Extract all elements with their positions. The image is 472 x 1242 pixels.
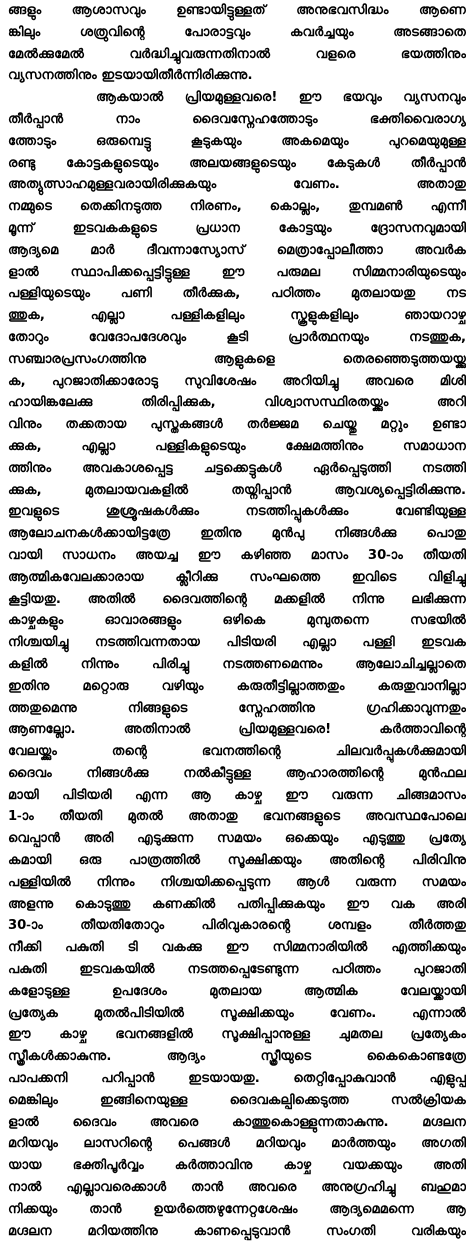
paragraph-1 [8, 0, 466, 87]
text-line: മൂന്ന് ഇടവകകളുടെ പ്രധാന കോട്ടയും ദ്രോസനവുമായി [8, 220, 466, 236]
text-line: മഗ്ദലന മറിയത്തിനു കാണപ്പെടുവാൻ സംഗതി വരികയും [8, 1223, 466, 1239]
text-line: ഇതിനു മറ്റൊരു വഴിയും കരുതീട്ടില്ലാത്തതും കരുതുവാനില്ലാ [8, 678, 466, 694]
text-line: നീക്കി പകുതി ടി വകക്കു ഈ സിമ്മനാരിയിൽ എത്തിക്കയും [8, 940, 466, 956]
text-line: യായ ഭക്തിപൂർവ്വം കർത്താവിനു കാഴ്ച വയക്കയും അതി [8, 1158, 466, 1174]
text-line: ആത്മികവേലക്കാരായ ക്ലീറിക്കു സംഘത്തെ ഇവിടെ വിളിച്ചു [8, 569, 466, 585]
text-line: തീർപ്പാൻ നാം ദൈവസ്നേഹത്തോടും ഭക്തിവൈരാഗ്യ [8, 111, 466, 127]
text-line: ളാൽ ദൈവം അവരെ കാത്തുകൊള്ളുന്നതാകുന്നു. മഗ്ദലന [8, 1114, 466, 1130]
text-line: ത്തതുമെന്നു നിങ്ങളുടെ സ്നേഹത്തിനു ഗ്രഹിക്കാവുന്നതും [8, 700, 466, 716]
text-line: ഹായിങ്കലേക്കു തിരിപ്പിക്കുക, വിശ്വാസസ്ഥിരതയ്ക്കും അറി [8, 395, 466, 411]
text-line: പാപക്കനി പറിപ്പാൻ ഇടയായതു. തെറ്റിപ്പോകുവാൻ എളുപ്പ [8, 1071, 466, 1087]
text-line: ആണല്ലോ. അതിനാൽ പ്രിയമുള്ളവരെ! കർത്താവിന്റെ [8, 722, 466, 738]
text-line: വിനും തക്കതായ പുസ്തകങ്ങൾ തർജ്ജമ ചെയ്തു മറ്റും ഉണ്ടാ [8, 417, 466, 433]
text-line: ക, പുറജാതിക്കാരോടു സുവിശേഷം അറിയിച്ചു അവരെ മിശി [8, 373, 466, 389]
text-line: ഇവളുടെ ശുശ്രൂഷകൾക്കും നടത്തിപ്പുകൾക്കും വേണ്ടിയുള്ള [8, 504, 466, 520]
text-line: 30-ാം തീയതിതോറും പിരിവുകാരന്റെ ശമ്പളം തീർത്തതു [8, 918, 466, 934]
text-line: ത്തോടും ഒരുമ്പെട്ടു കൂടുകയും അകമെയും പുറമെയുമുള്ള [8, 133, 466, 149]
text-line: പള്ളിയിൽ നിന്നും നിശ്ചയിക്കപ്പെടുന്ന ആൾ വരുന്ന സമയം [8, 874, 466, 890]
text-line: ങ്കിലും ശത്രുവിന്റെ പോരാട്ടവും കവർച്ചയും അടങ്ങാതെ [8, 24, 466, 40]
text-line: നിക്കയും താൻ ഉയർത്തെഴുന്നേറ്റശേഷം ആദ്യമെമന്നെ ആ [8, 1201, 466, 1217]
text-line: സഞ്ചാരപ്രസംഗത്തിനു ആളുകളെ തെരഞ്ഞെടുത്തയയ്ക്കു [8, 351, 466, 367]
text-line: ആലോചനകൾക്കായിട്ടത്രേ ഇതിനു മുൻപു നിങ്ങൾക്കു പൊതു [8, 526, 466, 542]
text-line: വായി സാധനം അയച്ച ഈ കഴിഞ്ഞ മാസം 30-ാം തീയതി [8, 547, 466, 563]
text-line: ദൈവം നിങ്ങൾക്കു നൽകീട്ടുള്ള ആഹാരത്തിന്റെ മുൻഫല [8, 765, 466, 781]
text-line: നാൽ എല്ലാവരെക്കാൾ താൻ അവരെ അനുഗ്രഹിച്ചു ബഹുമാ [8, 1180, 466, 1196]
text-line: കളിൽ നിന്നും പിരിച്ചു നടത്തണമെന്നും ആലോചിച്ചല്ലാതെ [8, 656, 466, 672]
text-line: പള്ളിയുടെയും പണി തീർക്കുക, പഠിത്തം മുതലായതു നട [8, 286, 466, 302]
text-line: വ്യസനത്തിനും ഇടയായിതീർന്നിരിക്കുന്നു. [8, 68, 253, 84]
text-line: അളന്നു കൊടുത്തു കണക്കിൽ പതിപ്പിക്കുകയും ഈ വക അരി [8, 896, 466, 912]
text-line: തോറും വേദോപദേശവും കൂടി പ്രാർത്ഥനയും നടത്തുക, [8, 329, 466, 345]
text-line: മറിയവും ലാസറിന്റെ പെങ്ങൾ മറിയവും മാർത്തയും അഗതി [8, 1136, 466, 1152]
text-line: ക്കുക, എല്ലാ പള്ളികളുടെയും ക്ഷേമത്തിനും സമാധാന [8, 438, 466, 454]
text-line: ത്തിനും അവകാശപ്പെട്ട ചട്ടക്കെട്ടുകൾ ഏർപ്പെടുത്തി നടത്തി [8, 460, 466, 476]
text-line: വെപ്പാൻ അരി എടുക്കുന്ന സമയം ഒക്കെയും എടുത്തു പ്രത്യേ [8, 831, 466, 847]
text-line: പകുതി ഇടവകയിൽ നടത്തപ്പെടേണ്ടുന്ന പഠിത്തം പുറജാതി [8, 962, 466, 978]
text-line: പ്രത്യേക മുതൽപിടിയിൽ സൂക്ഷിക്കയും വേണം. എന്നാൽ [8, 1005, 466, 1021]
text-line: നമ്മുടെ തെക്കിനടുത്ത നിരണം, കൊല്ലം, തുമ്പമൺ എന്നീ [8, 199, 466, 215]
text-line: 1-ാം തീയതി മുതൽ അതാതു ഭവനങ്ങളുടെ അവസ്ഥപോലെ [8, 809, 466, 825]
text-line: മെങ്കിലും ഇങ്ങിനെയുള്ള ദൈവകല്പിക്കെടുത്ത സൽക്രിയക [8, 1092, 466, 1108]
text-line: ങ്ങളും ആശാസവും ഉണ്ടായിട്ടുള്ളത് അനുഭവസിദ്ധം ആണെ [8, 3, 466, 18]
text-line: വേലയ്ക്കും തന്റെ ഭവനത്തിന്റെ ചിലവർപ്പുകൾക്കുമായി [8, 744, 466, 760]
text-line: ളാൽ സ്ഥാപിക്കപ്പെട്ടിട്ടുള്ള ഈ പരുമല സിമ്മനാരിയുടെയും [8, 264, 466, 280]
paragraph-2 [8, 87, 466, 1242]
text-line: മായി പിടിയരി എന്ന ആ കാഴ്ച ഈ വരുന്ന ചിങ്ങമാസം [8, 787, 466, 803]
text-line: അത്യുത്സാഹമുള്ളവരായിരിക്കുകയും വേണം. അതാതു [8, 177, 466, 193]
text-line: ആദ്യമെ മാർ ദീവന്നാസ്യോസ് മെത്രാപ്പോലീത്താ അവർക [8, 242, 466, 258]
text-line: ആകയാൽ പ്രിയമുള്ളവരെ! ഈ ഭയവും വ്യസനവും [96, 90, 466, 106]
text-line: മേൽക്കുമേൽ വർദ്ധിച്ചുവരുന്നതിനാൽ വളരെ ഭയത്തിനും [8, 46, 466, 62]
text-line: സ്ത്രീകൾക്കാകുന്നു. ആദ്യം സ്ത്രീയുടെ കൈകൊണ്ടത്രേ [8, 1049, 466, 1065]
text-line: നിശ്ചയിച്ചു നടത്തിവന്നതായ പിടിയരി എല്ലാ പള്ളി ഇടവക [8, 635, 466, 651]
text-line: കമായി ഒരു പാത്രത്തിൽ സൂക്ഷിക്കയും അതിന്റെ പിരിവിനു [8, 853, 466, 869]
text-line: കൂട്ടിയതു. അതിൽ ദൈവത്തിന്റെ മക്കളിൽ നിന്നു ലഭിക്കുന്ന [8, 591, 466, 607]
text-line: ത്തുക, എല്ലാ പള്ളികളിലും സ്കൂളുകളിലും ഞായറാഴ്ച [8, 308, 466, 324]
text-line: കാഴ്ചകളും ഓവാരങ്ങളും ഒഴികെ മുമ്പുതന്നെ സഭയിൽ [8, 613, 466, 629]
text-line: ക്കുക, മുതലായവകളിൽ തയ്നിപ്പാൻ ആവശ്യപ്പെട്ടിരിക്കുന്നു. [8, 482, 466, 498]
text-line: ഈ കാഴ്ച ഭവനങ്ങളിൽ സൂക്ഷിപ്പാനുള്ള ചുമതല പ്രത്യേകം [8, 1027, 466, 1043]
text-line: കളോടുള്ള ഉപദേശം മുതലായ ആത്മിക വേലയ്ക്കായി [8, 983, 466, 999]
text-line: രണ്ടു കോട്ടകളുടെയും അലയങ്ങളുടെയും കേടുകൾ തീർപ്പാൻ [8, 155, 466, 171]
